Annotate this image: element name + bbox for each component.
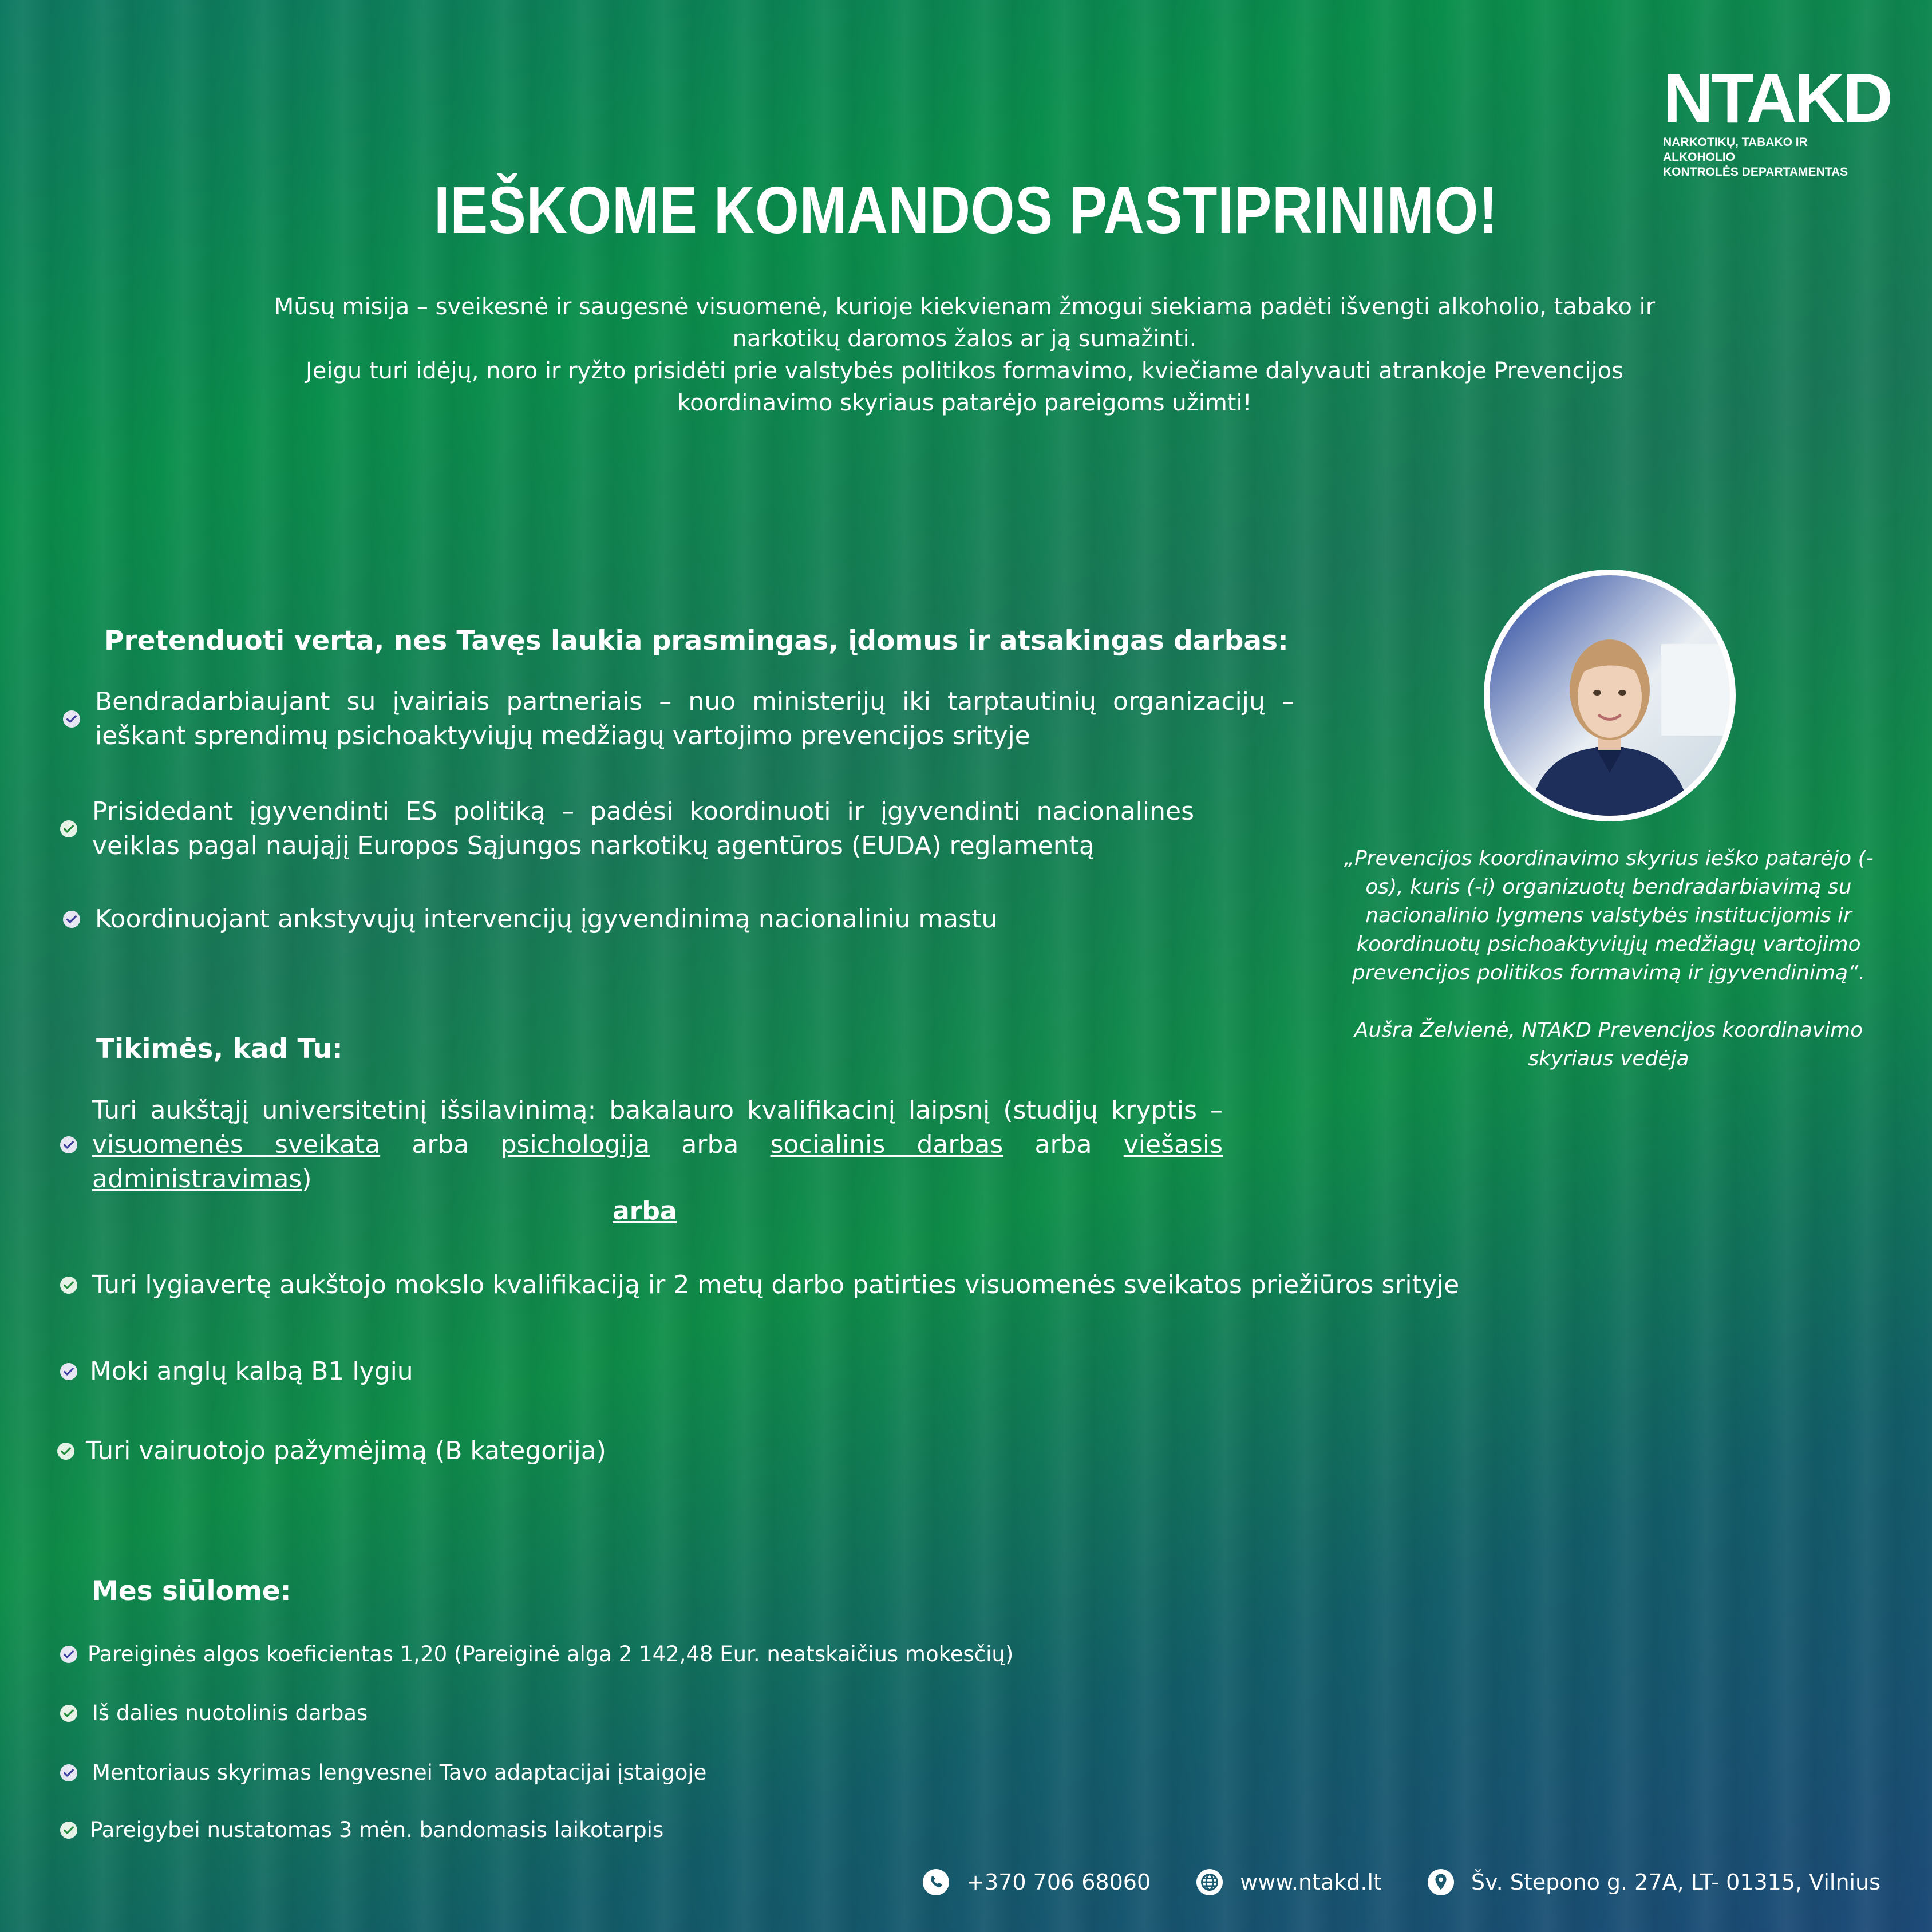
- ntakd-logo: [1663, 59, 1891, 180]
- offer-item-text: Pareiginės algos koeficientas 1,20 (Pareiginė alga 2 142,48 Eur. neatskaičius mokesčių): [88, 1642, 1014, 1666]
- mission-paragraph: Mūsų misija – sveikesnė ir saugesnė visuomenė, kurioje kiekvienam žmogui siekiama padėti išvengti alkoholio, tabako ir narkotikų daromos žalos ar ją sumažinti.: [274, 294, 1656, 352]
- offer-item: [60, 1699, 368, 1728]
- check-icon: [60, 1705, 77, 1722]
- work-item-text: Prisidedant įgyvendinti ES politiką – padėsi koordinuoti ir įgyvendinti nacionalines veiklas pagal naująjį Europos Sąjungos narkotikų agentūros (EUDA) reglamentą: [92, 797, 1194, 860]
- education-item: [60, 1093, 1231, 1196]
- expect-item-text: Turi vairuotojo pažymėjimą (B kategorija): [86, 1436, 606, 1465]
- contact-footer: [877, 1869, 1880, 1895]
- page-title: IEŠKOME KOMANDOS PASTIPRINIMO!: [434, 173, 1498, 247]
- offer-item: [60, 1816, 663, 1844]
- check-icon: [60, 1822, 77, 1839]
- work-heading: Pretenduoti verta, nes Tavęs laukia prasmingas, įdomus ir atsakingas darbas:: [104, 625, 1289, 657]
- or-label: arba: [613, 1196, 677, 1226]
- check-icon: [60, 1646, 77, 1663]
- check-icon: [63, 911, 80, 928]
- check-icon: [60, 1277, 77, 1294]
- check-icon: [63, 710, 80, 728]
- offer-item: [60, 1640, 1013, 1669]
- logo-subtitle-line2: KONTROLĖS DEPARTAMENTAS: [1663, 165, 1848, 179]
- field-public-administration: viešasis administravimas: [92, 1130, 1223, 1194]
- intro-text: [269, 291, 1660, 419]
- logo-subtitle-line1: NARKOTIKŲ, TABAKO IR ALKOHOLIO: [1663, 136, 1808, 164]
- quote-text: „Prevencijos koordinavimo skyrius ieško patarėjo (-os), kuris (-i) organizuotų bendradarbiavimą su nacionalinio lygmens valstybės institucijomis ir koordinuotų psichoaktyviųjų medžiagų vartojimo prevencijos politikos formavimą ir įgyvendinimą“.: [1344, 847, 1874, 985]
- check-icon: [60, 820, 77, 837]
- offer-item-text: Pareigybei nustatomas 3 mėn. bandomasis laikotarpis: [90, 1818, 664, 1842]
- website-link[interactable]: www.ntakd.lt: [1240, 1870, 1382, 1895]
- globe-icon: [1196, 1869, 1223, 1895]
- check-icon: [57, 1443, 74, 1460]
- portrait-image: [1490, 575, 1730, 816]
- check-icon: [60, 1363, 77, 1380]
- field-social-work: socialinis darbas: [770, 1130, 1003, 1159]
- offer-item: [60, 1759, 706, 1787]
- work-item-text: Bendradarbiaujant su įvairiais partneriais – nuo ministerijų iki tarptautinių organizacijų – ieškant sprendimų psichoaktyviųjų medžiagų vartojimo prevencijos srityje: [95, 687, 1294, 750]
- field-separator: arba: [1003, 1130, 1124, 1159]
- phone-number: +370 706 68060: [966, 1870, 1151, 1895]
- expect-item: [57, 1434, 606, 1468]
- check-icon: [60, 1136, 77, 1153]
- expect-heading: Tikimės, kad Tu:: [96, 1033, 343, 1065]
- location-pin-icon: [1428, 1869, 1454, 1895]
- logo-mark: NTAKD: [1663, 59, 1891, 137]
- education-prefix: Turi aukštąjį universitetinį išsilavinimą: bakalauro kvalifikacinį laipsnį (studijų kryptis –: [92, 1096, 1223, 1125]
- field-public-health: visuomenės sveikata: [92, 1130, 381, 1159]
- invite-paragraph: Jeigu turi idėjų, noro ir ryžto prisidėti prie valstybės politikos formavimo, kviečiame dalyvauti atrankoje Prevencijos koordinavimo skyriaus patarėjo pareigoms užimti!: [305, 358, 1624, 416]
- field-separator: arba: [380, 1130, 501, 1159]
- field-separator: arba: [650, 1130, 771, 1159]
- education-text: [92, 1093, 1223, 1196]
- expect-item: [60, 1268, 1459, 1302]
- work-item: [63, 902, 997, 937]
- address-contact: [1428, 1869, 1880, 1895]
- work-item-text: Koordinuojant ankstyvųjų intervencijų įgyvendinimą nacionaliniu mastu: [95, 904, 998, 934]
- phone-contact[interactable]: [923, 1869, 1151, 1895]
- offer-item-text: Mentoriaus skyrimas lengvesnei Tavo adaptacijai įstaigoje: [92, 1760, 707, 1785]
- expect-item-text: Moki anglų kalbą B1 lygiu: [90, 1357, 413, 1386]
- check-icon: [60, 1764, 77, 1781]
- field-psychology: psichologija: [500, 1130, 650, 1159]
- portrait-photo: [1484, 570, 1736, 821]
- education-suffix: ): [302, 1164, 312, 1194]
- offer-heading: Mes siūlome:: [92, 1575, 291, 1607]
- portrait-illustration: [1490, 575, 1730, 816]
- offer-item-text: Iš dalies nuotolinis darbas: [92, 1701, 368, 1725]
- quote-author: Aušra Želvienė, NTAKD Prevencijos koordinavimo skyriaus vedėja: [1354, 1018, 1863, 1070]
- address-text: Šv. Stepono g. 27A, LT- 01315, Vilnius: [1471, 1870, 1880, 1895]
- expect-item: [60, 1354, 413, 1389]
- expect-item-text: Turi lygiavertę aukštojo mokslo kvalifikaciją ir 2 metų darbo patirties visuomenės sveikatos priežiūros srityje: [92, 1270, 1460, 1299]
- phone-icon: [923, 1869, 949, 1895]
- work-item: [60, 795, 1196, 863]
- web-contact[interactable]: [1196, 1869, 1382, 1895]
- work-item: [63, 685, 1302, 753]
